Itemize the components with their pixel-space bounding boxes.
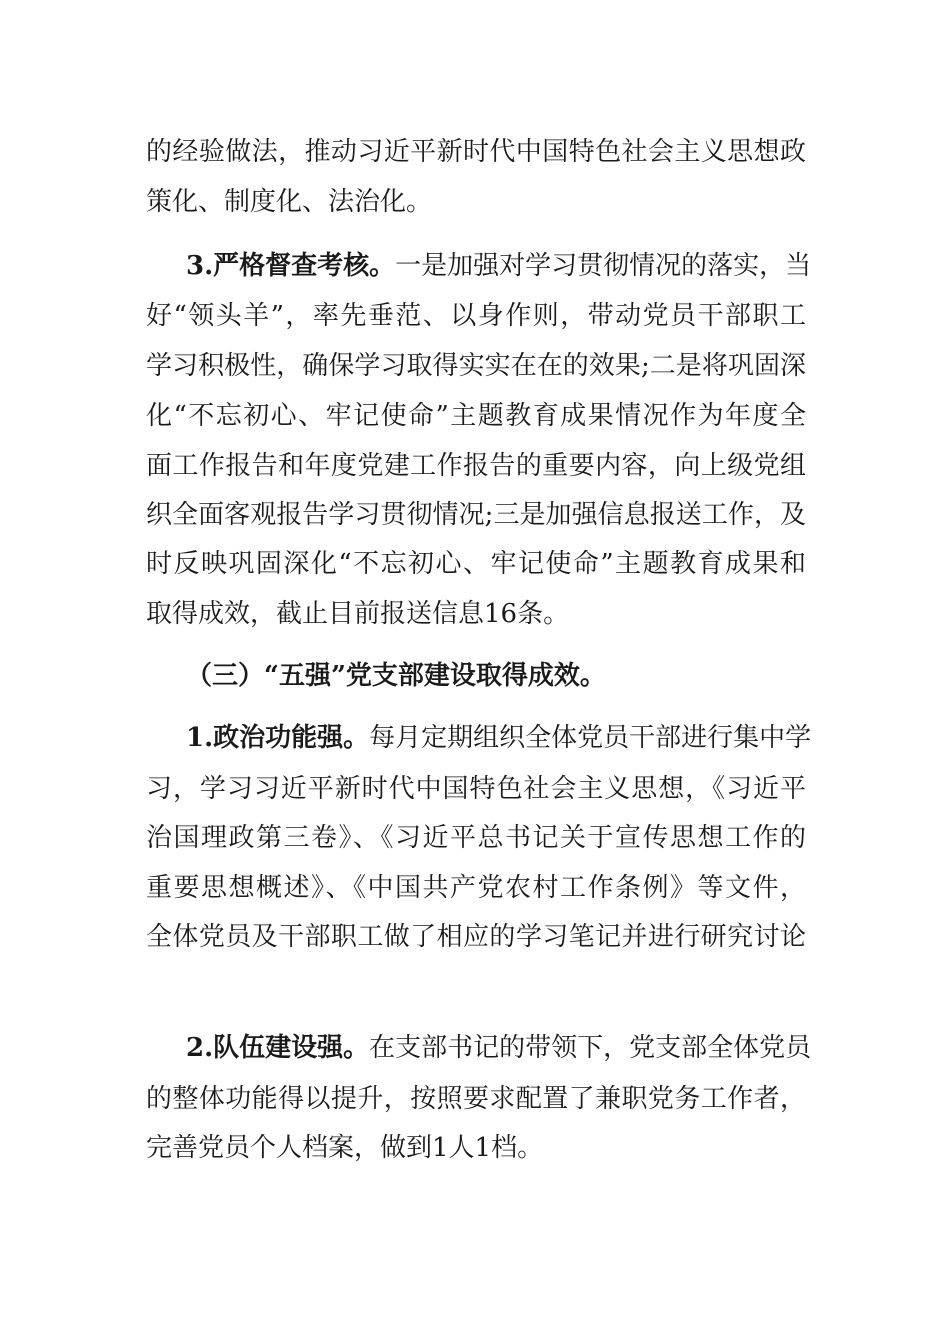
para-3-line-1-rest: 一是加强对学习贯彻情况的落实，当 <box>395 251 812 281</box>
para-1-line-4: 重要思想概述》、《中国共产党农村工作条例》等文件， <box>146 873 806 903</box>
para-2-line-2: 的整体功能得以提升，按照要求配置了兼职党务工作者， <box>146 1084 806 1114</box>
para-3-lead: 3.严格督查考核。 <box>186 251 396 281</box>
para-3-line-1 <box>186 248 812 284</box>
para-1-line-2: 习，学习习近平新时代中国特色社会主义思想，《习近平 <box>146 774 806 804</box>
para-3-line-8: 取得成效，截止目前报送信息16条。 <box>146 599 570 629</box>
para-3-line-3: 学习积极性，确保学习取得实实在在的效果;二是将巩固深 <box>146 351 806 381</box>
para-2-line-3: 完善党员个人档案，做到1人1档。 <box>146 1133 544 1163</box>
para-1-lead: 1.政治功能强。 <box>186 723 370 753</box>
section-heading: （三）“五强”党支部建设取得成效。 <box>186 661 606 691</box>
para-1-line-3: 治国理政第三卷》、《习近平总书记关于宣传思想工作的 <box>146 823 806 853</box>
para-2-line-1 <box>186 1030 812 1066</box>
para-2-line-1-rest: 在支部书记的带领下，党支部全体党员 <box>369 1033 812 1063</box>
para-3-line-2: 好“领头羊”，率先垂范、以身作则，带动党员干部职工 <box>146 301 806 331</box>
para-2-lead: 2.队伍建设强。 <box>186 1033 370 1063</box>
para-3-line-6: 织全面客观报告学习贯彻情况;三是加强信息报送工作，及 <box>146 500 806 530</box>
intro-line-2: 策化、制度化、法治化。 <box>146 187 433 217</box>
para-3-line-7: 时反映巩固深化“不忘初心、牢记使命”主题教育成果和 <box>146 549 806 579</box>
para-1-line-1 <box>186 720 812 756</box>
para-1-line-5: 全体党员及干部职工做了相应的学习笔记并进行研究讨论 <box>146 922 806 952</box>
para-3-line-4: 化“不忘初心、牢记使命”主题教育成果情况作为年度全 <box>146 401 806 431</box>
intro-line-1: 的经验做法，推动习近平新时代中国特色社会主义思想政 <box>146 137 806 167</box>
para-3-line-5: 面工作报告和年度党建工作报告的重要内容，向上级党组 <box>146 451 806 481</box>
para-1-line-1-rest: 每月定期组织全体党员干部进行集中学 <box>369 723 812 753</box>
